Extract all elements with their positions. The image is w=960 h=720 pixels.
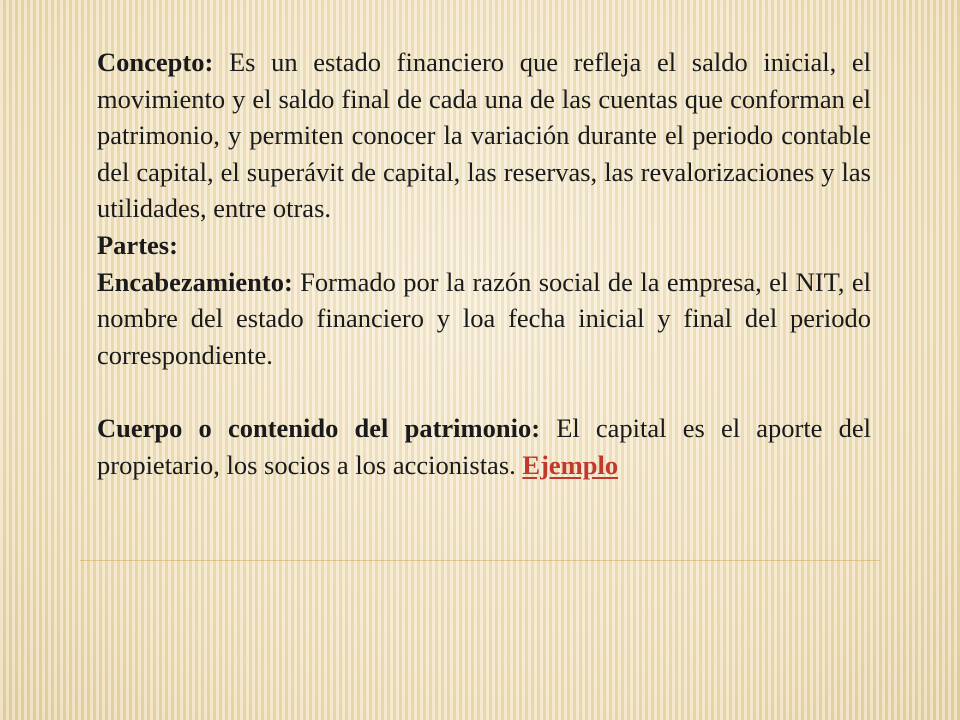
ejemplo-link[interactable]: Ejemplo (522, 449, 619, 480)
cuerpo-paragraph (97, 410, 871, 483)
concepto-label: Concepto: (97, 47, 214, 77)
slide-body (97, 44, 871, 483)
concepto-text: Es un estado financiero que refleja el saldo inicial, el movimiento y el saldo final de cada una de las cuentas que conforman el patrimonio, y permiten conocer la variación durante el periodo contable del capital, el superávit de capital, las reservas, las revalorizaciones y las utilidades, entre otras. (97, 47, 871, 224)
divider-line (80, 560, 880, 561)
concepto-paragraph (97, 44, 871, 227)
cuerpo-text: El capital es el aporte del propietario, los socios a los accionistas. (97, 412, 871, 480)
partes-label: Partes: (97, 229, 178, 260)
partes-paragraph (97, 227, 871, 264)
encabezamiento-text: Formado por la razón social de la empresa, el NIT, el nombre del estado financiero y loa fecha inicial y final del periodo correspondiente. (97, 266, 871, 370)
encabezamiento-paragraph (97, 264, 871, 374)
encabezamiento-label: Encabezamiento: (97, 266, 293, 297)
paragraph-spacer (97, 373, 871, 410)
cuerpo-label: Cuerpo o contenido del patrimonio: (97, 412, 541, 443)
